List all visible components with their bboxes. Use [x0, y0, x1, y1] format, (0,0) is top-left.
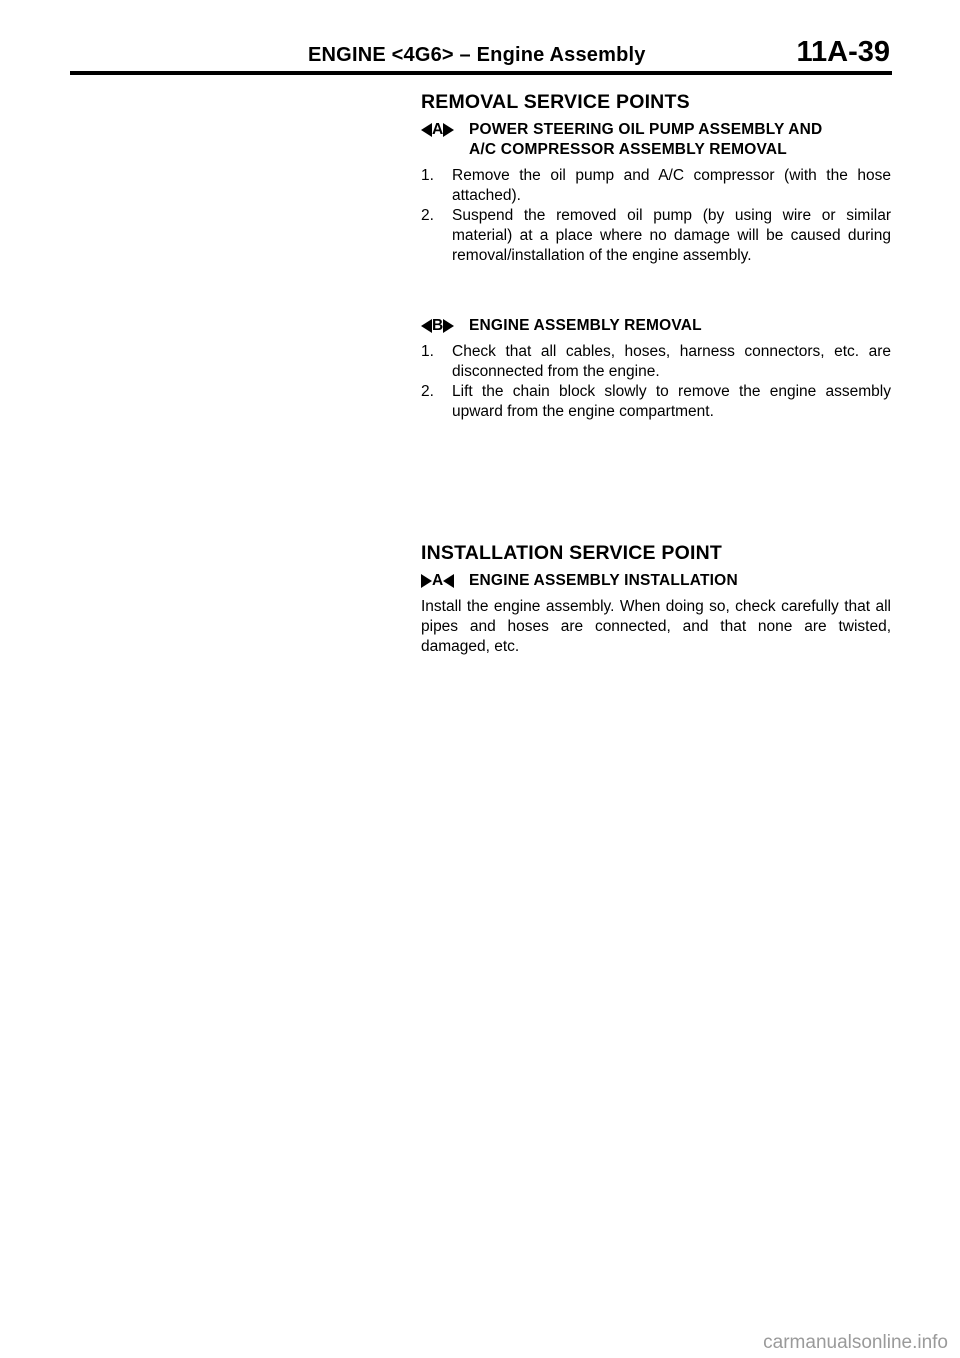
list-item [421, 166, 891, 206]
header-title: ENGINE <4G6> – Engine Assembly [308, 44, 646, 66]
list-item [421, 342, 891, 382]
installation-paragraph: Install the engine assembly. When doing so, check carefully that all pipes and hoses are connected, and that none are twisted, damaged, etc. [421, 598, 891, 655]
installation-sub-a-title: ENGINE ASSEMBLY INSTALLATION [469, 572, 738, 589]
removal-sub-b-heading [421, 316, 891, 336]
step-text: Remove the oil pump and A/C compressor (with the hose attached). [452, 167, 891, 204]
removal-sub-b [421, 316, 891, 422]
installation-tag-a [421, 571, 469, 591]
installation-sub-a-heading [421, 571, 891, 591]
removal-tag-b [421, 316, 469, 336]
triangle-right-icon [443, 123, 454, 137]
page-number: 11A-39 [796, 36, 890, 68]
removal-sub-a-title-line1: POWER STEERING OIL PUMP ASSEMBLY AND [469, 121, 823, 138]
removal-sub-a-title-line2: A/C COMPRESSOR ASSEMBLY REMOVAL [469, 141, 787, 158]
installation-heading: INSTALLATION SERVICE POINT [421, 542, 722, 564]
header-rule [70, 71, 892, 75]
removal-tag-a [421, 120, 469, 140]
step-number: 1. [421, 343, 434, 360]
installation-section [421, 541, 891, 657]
triangle-right-icon [443, 319, 454, 333]
installation-tag-a-letter: A [432, 572, 444, 589]
step-text: Check that all cables, hoses, harness connectors, etc. are disconnected from the engine. [452, 343, 891, 380]
triangle-left-icon [421, 123, 432, 137]
removal-tag-a-letter: A [432, 121, 444, 138]
step-text: Lift the chain block slowly to remove the engine assembly upward from the engine compartment. [452, 383, 891, 420]
triangle-right-icon [421, 574, 432, 588]
step-number: 2. [421, 207, 434, 224]
list-item [421, 206, 891, 266]
triangle-left-icon [443, 574, 454, 588]
list-item [421, 382, 891, 422]
step-number: 1. [421, 167, 434, 184]
watermark: carmanualsonline.info [763, 1332, 948, 1353]
removal-sub-a-heading [421, 120, 891, 160]
removal-tag-b-letter: B [432, 317, 444, 334]
removal-heading: REMOVAL SERVICE POINTS [421, 91, 690, 113]
removal-section [421, 90, 891, 266]
removal-sub-b-steps [421, 342, 891, 422]
step-text: Suspend the removed oil pump (by using wire or similar material) at a place where no damage will be caused during removal/installation of the engine assembly. [452, 207, 891, 264]
triangle-left-icon [421, 319, 432, 333]
removal-sub-a-steps [421, 166, 891, 266]
removal-sub-b-title: ENGINE ASSEMBLY REMOVAL [469, 317, 702, 334]
step-number: 2. [421, 383, 434, 400]
